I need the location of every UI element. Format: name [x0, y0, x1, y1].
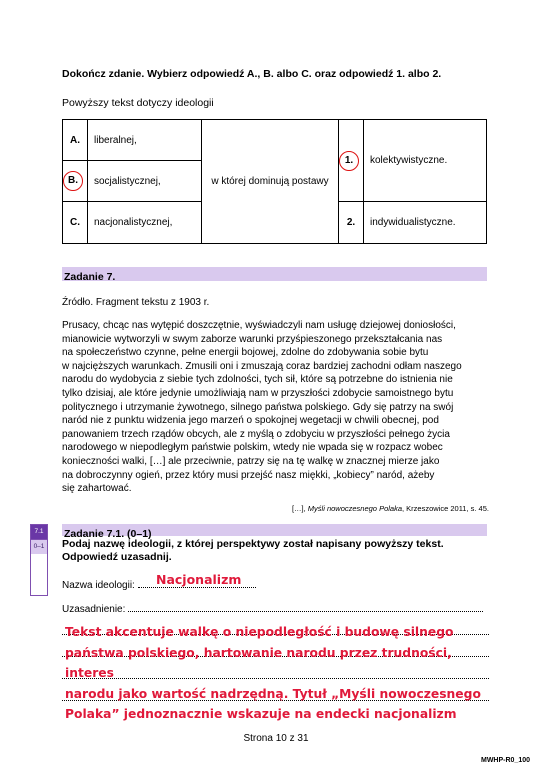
page-number: Strona 10 z 31: [243, 733, 309, 744]
selection-circle: B.: [63, 171, 83, 191]
option-2-text: indywidualistyczne.: [363, 202, 486, 244]
option-c-label[interactable]: C.: [63, 202, 88, 244]
option-a-text: liberalnej,: [88, 120, 202, 161]
quote-line: tylko dzisiaj, ale które jedynie umożliwiają nam w przyszłości zdobycie samoistnego bytu: [62, 387, 454, 399]
instruction: Dokończ zdanie. Wybierz odpowiedź A., B. albo C. oraz odpowiedź 1. albo 2.: [62, 68, 442, 80]
question-text: Podaj nazwę ideologii, z której perspektywy został napisany powyższy tekst. Odpowiedź uzasadnij.: [62, 538, 444, 563]
quote-line: panowaniem trzech rządów obcych, ale z myślą o zdobyciu w przyszłości pełnego życia: [62, 428, 450, 440]
middle-text: w której dominują postawy: [201, 120, 338, 244]
option-c-text: nacjonalistycznej,: [88, 202, 202, 244]
quote-line: naród nie z punktu widzenia jego marzeń o spokojnej wegetacji w chwili obecnej, pod: [62, 415, 439, 427]
task-7-header: [62, 267, 487, 281]
quote-line: na dobroczynny ogień, przez który musi przejść nasz miękki, „kobiecy” naród, ażeby: [62, 469, 435, 481]
source-quote: [62, 319, 494, 496]
option-a-label[interactable]: A.: [63, 120, 88, 161]
selection-circle: 1.: [339, 151, 359, 171]
exam-code: MWHP-R0_100: [480, 757, 530, 764]
quote-line: mianowicie wytworzyli w swym zaborze warunki przyśpieszonego przekształcania nas: [62, 333, 443, 345]
justification-answer[interactable]: Tekst akcentuje walkę o niepodległość i budowę silnego państwa polskiego, hartowanie narodu przez trudności, interes narodu jako wartość nadrzędną. Tytuł „Myśli nowoczesnego Polaka” jednoznacznie wskazuje na endecki nacjonalizm: [65, 625, 481, 721]
quote-line: się zahartować.: [62, 483, 132, 495]
ideology-name-answer[interactable]: Nacjonalizm: [156, 572, 242, 587]
task-number-badge: 7.1: [31, 525, 47, 539]
option-b-text: socjalistycznej,: [88, 161, 202, 202]
task-7-title: Zadanie 7.: [64, 271, 116, 283]
source-label: Źródło. Fragment tekstu z 1903 r.: [62, 297, 210, 308]
citation: […], Myśli nowoczesnego Polaka, Krzeszowice 2011, s. 45.: [291, 504, 489, 513]
option-1-label[interactable]: [338, 120, 363, 202]
quote-line: narodowego w niepodległym państwie polskim, wtedy nie wpada się w rozpacz wobec: [62, 442, 443, 454]
quote-line: Prusacy, chcąc nas wytępić doszczętnie, wyświadczyli nam usługę dziejowej doniosłości,: [62, 320, 456, 331]
quote-line: politycznego i utrzymanie żywotnego, silnego państwa polskiego. Gdy się patrzy na swój: [62, 401, 454, 413]
quote-line: na społeczeństwo czynne, pełne energii bojowej, zdolne do zdobywania sobie bytu: [62, 347, 429, 359]
justification-field[interactable]: [62, 604, 483, 615]
task-badge: [30, 524, 48, 596]
option-2-label[interactable]: 2.: [338, 202, 363, 244]
task-7-1-header: [62, 524, 487, 540]
citation-title: Myśli nowoczesnego Polaka: [307, 504, 402, 513]
quote-line: w najcięższych warunkach. Zmusili oni i zmuszają coraz bardziej zachodni odłam naszego: [62, 360, 462, 372]
points-badge: 0–1: [31, 539, 47, 554]
justification-label: Uzasadnienie:: [62, 604, 126, 615]
intro-text: Powyższy tekst dotyczy ideologii: [62, 97, 214, 109]
quote-line: narodu do wydobycia z siebie tych zdolności, tych sił, które są potrzebne do istnienia nie: [62, 374, 453, 386]
task-7-1-title: Zadanie 7.1. (0–1): [64, 528, 152, 540]
option-1-text: kolektywistyczne.: [363, 120, 486, 202]
ideology-name-label: Nazwa ideologii:: [62, 580, 135, 591]
option-b-label[interactable]: [63, 161, 88, 202]
answer-options-table: [62, 119, 487, 244]
quote-line: konieczności walki, […] ale przeciwnie, patrzy się na tę walkę w znacznej mierze jako: [62, 455, 440, 467]
